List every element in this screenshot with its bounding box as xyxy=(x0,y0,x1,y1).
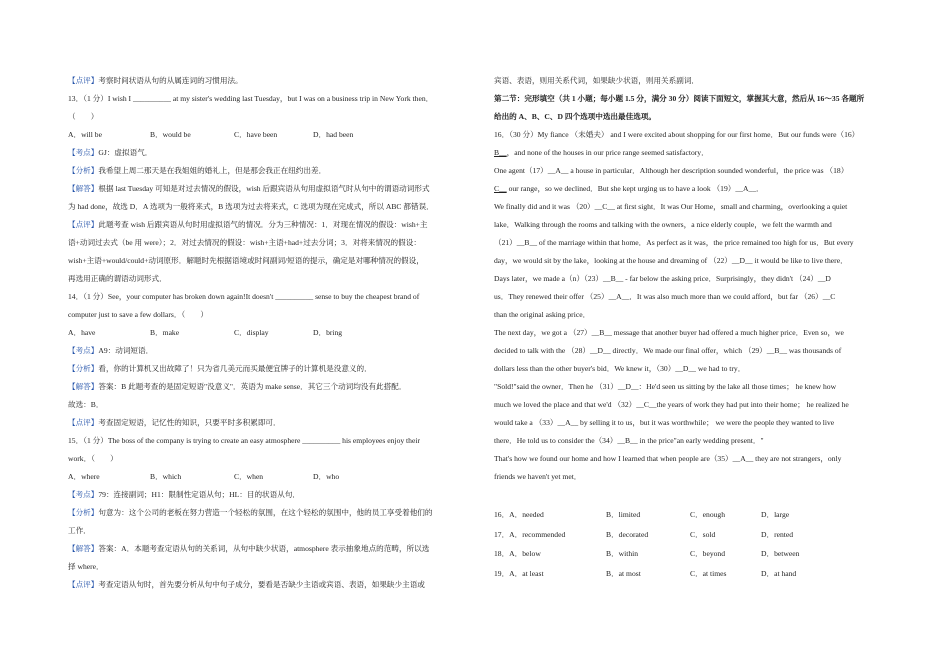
line-text: us．They renewed their offer （25）__A__．It was also much more than we could afford，but far （26）__C xyxy=(494,292,836,301)
section-tag: 【考点】 xyxy=(68,148,99,157)
text-line xyxy=(494,346,841,356)
text-line xyxy=(68,526,91,536)
option-text: D．at hand xyxy=(761,569,797,578)
section-tag: 【解答】 xyxy=(68,544,99,553)
line-text: 13．（1 分）I wish I __________ at my sister's wedding last Tuesday，but I was on a business trip in New York then． xyxy=(68,94,434,103)
line-text: 考察时间状语从句的从属连词的习惯用法。 xyxy=(98,76,243,85)
text-line xyxy=(68,238,421,248)
option-text: C．have been xyxy=(234,130,278,139)
text-line xyxy=(68,382,406,392)
line-text: （21）__B__ of the marriage within that home．As perfect as it was，the price remained too high for us．But every xyxy=(494,238,854,247)
option-text: B．would be xyxy=(150,130,191,139)
text-line xyxy=(494,94,864,104)
line-text: 宾语、表语，则用关系代词，如果缺少状语，则用关系副词． xyxy=(494,76,700,85)
text-line xyxy=(68,274,167,284)
line-text: much we loved the place and that we'd （32）__C__the years of work they had put into their home； he realized he xyxy=(494,400,849,409)
section-tag: 【解答】 xyxy=(68,382,99,391)
text-line xyxy=(494,202,847,212)
line-text: A9：动词短语． xyxy=(98,346,154,355)
section-heading: 给出的 A、B、C、D 四个选项中选出最佳选项。 xyxy=(494,112,656,121)
text-line xyxy=(68,544,429,554)
text-line xyxy=(494,130,859,140)
line-text: decided to talk with the （28）__D__ directly．We made our final offer，which （29）__B__ was thousands of xyxy=(494,346,842,355)
line-text: （ ） xyxy=(68,112,99,121)
text-line xyxy=(494,238,854,248)
answer-blank: B__ xyxy=(494,148,507,157)
line-text: 14．（1 分）See，your computer has broken down again!It doesn't __________ sense to buy the cheapest brand of xyxy=(68,292,420,301)
option-text: B．decorated xyxy=(606,530,649,539)
line-text: 答案：A．本题考查定语从句的关系词，从句中缺少状语，atmosphere 表示抽象地点的范畴，所以选 xyxy=(98,544,430,553)
text-line xyxy=(68,364,372,374)
text-line xyxy=(68,580,425,590)
text-line xyxy=(494,382,836,392)
text-line xyxy=(68,76,243,86)
line-text: 为 had done，故选 D．A 选项为一般将来式，B 选项为过去将来式，C 选项为现在完成式，所以 ABC 都错误． xyxy=(68,202,434,211)
text-line xyxy=(494,436,764,446)
option-text: 16．A．needed xyxy=(494,510,544,519)
line-text: 15．（1 分）The boss of the company is trying to create an easy atmosphere __________ his employees enjoy their xyxy=(68,436,420,445)
option-text: D．bring xyxy=(313,328,343,337)
option-text: D．rented xyxy=(761,530,794,539)
line-text: work．（ ） xyxy=(68,454,118,463)
section-tag: 【点评】 xyxy=(68,220,99,229)
option-text: B．which xyxy=(150,472,182,481)
option-text: D．between xyxy=(761,549,800,558)
option-text: 19．A．at least xyxy=(494,569,544,578)
section-heading: 第二节：完形填空（共 1 小题；每小题 1.5 分，满分 30 分）阅读下面短文，掌握其大意，然后从 16～35 各题所 xyxy=(494,94,865,103)
line-text: 考查固定短语，记忆性的知识，只要平时多积累即可． xyxy=(98,418,281,427)
line-text: than the original asking price． xyxy=(494,310,591,319)
text-line xyxy=(68,562,104,572)
text-line xyxy=(68,166,326,176)
line-text: ，and none of the houses in our price range seemed satisfactory． xyxy=(506,148,709,157)
line-text: 句意为：这个公司的老板在努力营造一个轻松的氛围，在这个轻松的氛围中，他的员工享受着他们的 xyxy=(98,508,433,517)
line-text: friends we haven't yet met． xyxy=(494,472,582,481)
line-text: lake．Walking through the rooms and talking with the owners，a nice elderly couple，we felt the warmth and xyxy=(494,220,832,229)
line-text: 考查定语从句时，首先要分析从句中句子成分，要看是否缺少主语或宾语、表语，如果缺少主语或 xyxy=(98,580,425,589)
line-text: Days later，we made a（n）（23）__B__ - far below the asking price．Surprisingly，they didn't （24）__D xyxy=(494,274,831,283)
option-text: A．where xyxy=(68,472,100,481)
text-line xyxy=(68,436,420,446)
line-text: 看，你的计算机又出故障了！只为省几美元而买最便宜牌子的计算机是没意义的． xyxy=(98,364,372,373)
option-text: C．at times xyxy=(690,569,727,578)
section-tag: 【考点】 xyxy=(68,346,99,355)
text-line xyxy=(494,148,709,158)
text-line xyxy=(68,454,118,464)
text-line xyxy=(68,346,153,356)
option-text: A．have xyxy=(68,328,96,337)
text-line xyxy=(68,184,430,194)
section-tag: 【点评】 xyxy=(68,580,99,589)
text-line xyxy=(68,310,208,320)
text-line xyxy=(494,454,841,464)
text-line xyxy=(68,112,98,122)
line-text: 再选用正确的谓语动词形式． xyxy=(68,274,167,283)
line-text: The next day，we got a （27）__B__ message that another buyer had offered a much higher price．Even so，we xyxy=(494,328,844,337)
text-line xyxy=(494,328,844,338)
text-line xyxy=(68,400,103,410)
answer-blank: C__ xyxy=(494,184,507,193)
section-tag: 【点评】 xyxy=(68,418,99,427)
text-line xyxy=(494,400,849,410)
option-text: D．large xyxy=(761,510,790,519)
line-text: our range，so we declined．But she kept urging us to have a look （19）__A__． xyxy=(506,184,764,193)
text-line xyxy=(494,76,699,86)
option-text: C．sold xyxy=(690,530,716,539)
text-line xyxy=(494,184,764,194)
option-text: C．display xyxy=(234,328,269,337)
line-text: 根据 last Tuesday 可知是对过去情况的假设，wish 后跟宾语从句用虚拟语气时从句中的谓语动词形式 xyxy=(98,184,430,193)
option-text: D．who xyxy=(313,472,340,481)
line-text: "Sold!"said the owner．Then he （31）__D__：He'd seen us sitting by the lake all those times； he knew how xyxy=(494,382,837,391)
option-text: C．beyond xyxy=(690,549,726,558)
text-line xyxy=(68,508,433,518)
section-tag: 【分析】 xyxy=(68,166,99,175)
option-text: B．within xyxy=(606,549,639,558)
section-tag: 【解答】 xyxy=(68,184,99,193)
line-text: One agent（17）__A__ a house in particular．Although her description sounded wonderful，the price was （18） xyxy=(494,166,849,175)
line-text: 语+动词过去式（be 用 were）；2．对过去情况的假设：wish+主语+had+过去分词；3．对将来情况的假设： xyxy=(68,238,421,247)
line-text: 答案：B 此题考查的是固定短语"没意义"．英语为 make sense．其它三个动词均没有此搭配． xyxy=(98,382,407,391)
line-text: 择 where． xyxy=(68,562,104,571)
section-tag: 【点评】 xyxy=(68,76,99,85)
line-text: 工作． xyxy=(68,526,91,535)
text-line xyxy=(68,148,152,158)
text-line xyxy=(68,220,428,230)
line-text: 此题考查 wish 后跟宾语从句时用虚拟语气的情况．分为三种情况：1．对现在情况的假设：wish+主 xyxy=(98,220,428,229)
option-text: B．make xyxy=(150,328,180,337)
option-text: C．enough xyxy=(690,510,726,519)
line-text: there．He told us to consider the（34）__B__ in the price"an early wedding present．" xyxy=(494,436,764,445)
text-line xyxy=(494,310,590,320)
text-line xyxy=(494,274,831,284)
option-text: B．limited xyxy=(606,510,641,519)
line-text: day，we would sit by the lake，looking at the house and dreaming of （22）__D__ it would be like to live there． xyxy=(494,256,848,265)
text-line xyxy=(494,112,656,122)
option-text: D．had been xyxy=(313,130,354,139)
option-text: B．at most xyxy=(606,569,641,578)
text-line xyxy=(494,256,848,266)
text-line xyxy=(494,364,745,374)
line-text: 16．（30 分）My fiance （未婚夫） and I were excited about shopping for our first home．But our funds were（16） xyxy=(494,130,860,139)
line-text: would take a （33）__A__ by selling it to us，but it was worthwhile； we were the people they wanted to live xyxy=(494,418,835,427)
line-text: That's how we found our home and how I learned that when people are（35）__A__ they are not strangers，only xyxy=(494,454,842,463)
option-text: 18．A．below xyxy=(494,549,541,558)
option-text: 17．A．recommended xyxy=(494,530,566,539)
section-tag: 【分析】 xyxy=(68,364,99,373)
line-text: 故选：B． xyxy=(68,400,104,409)
text-line xyxy=(68,202,434,212)
option-text: A．will be xyxy=(68,130,102,139)
line-text: GJ：虚拟语气． xyxy=(98,148,153,157)
text-line xyxy=(68,256,424,266)
line-text: computer just to save a few dollars．（ ） xyxy=(68,310,209,319)
text-line xyxy=(68,490,300,500)
line-text: 79：连接副词；H1：限制性定语从句；HL：目的状语从句． xyxy=(98,490,301,499)
text-line xyxy=(494,166,848,176)
text-line xyxy=(494,418,834,428)
text-line xyxy=(68,418,281,428)
section-tag: 【分析】 xyxy=(68,508,99,517)
text-line xyxy=(68,292,419,302)
text-line xyxy=(494,220,832,230)
line-text: wish+主语+would/could+动词原形．解题时先根据语境或时间副词/短语的提示，确定是对哪种情况的假设， xyxy=(68,256,424,265)
text-line xyxy=(494,472,581,482)
line-text: 我希望上周二那天是在我姐姐的婚礼上，但是那会我正在纽约出差． xyxy=(98,166,327,175)
section-tag: 【考点】 xyxy=(68,490,99,499)
text-line xyxy=(494,292,835,302)
line-text: dollars less than the other buyer's bid．We knew it，（30）__D__ we had to try． xyxy=(494,364,746,373)
text-line xyxy=(68,94,433,104)
line-text: We finally did and it was （20）__C__ at first sight．It was Our Home，small and charming，overlooking a quiet xyxy=(494,202,848,211)
option-text: C．when xyxy=(234,472,264,481)
